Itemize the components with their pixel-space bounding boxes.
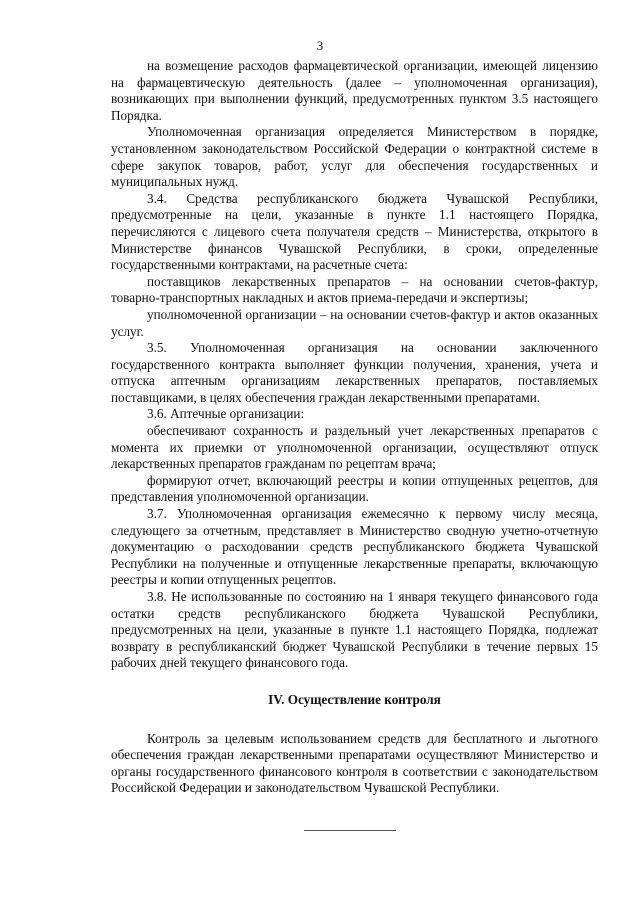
paragraph-3-5: 3.5. Уполномоченная организация на основании заключенного государственного контракта выполняет функции получения, хранения, учета и отпуска аптечным организациям лекарственных препаратов, поставляемых поставщиками, в целях обеспечения граждан лекарственными препаратами. <box>111 340 598 405</box>
paragraph-3-4: 3.4. Средства республиканского бюджета Чувашской Республики, предусмотренные на цели, указанные в пункте 1.1 настоящего Порядка, перечисляются с лицевого счета получателя средств – Министерства, открытого в Министерстве финансов Чувашской Республики, в сроки, определенные государственными контрактами, на расчетные счета: <box>111 190 598 273</box>
paragraph-3-8: 3.8. Не использованные по состоянию на 1 января текущего финансового года остатки средств республиканского бюджета Чувашской Республики, предусмотренных на цели, указанные в пункте 1.1 настоящего Порядка, подлежат возврату в республиканский бюджет Чувашской Республики в течение первых 15 рабочих дней текущего финансового года. <box>111 589 598 671</box>
paragraph-continuation: на возмещение расходов фармацевтической организации, имеющей лицензию на фармацевтическую деятельность (далее – уполномоченная организация), возникающих при выполнении функций, предусмотренных пунктом 3.5 настоящего Порядка. <box>111 58 598 123</box>
document-body <box>111 58 598 797</box>
paragraph-pharmacies-storage: обеспечивают сохранность и раздельный учет лекарственных препаратов с момента их приемки от уполномоченной организации, осуществляют отпуск лекарственных препаратов гражданам по рецептам врача; <box>111 423 598 472</box>
paragraph-authorized-org: Уполномоченная организация определяется Министерством в порядке, установленном законодательством Российской Федерации о контрактной системе в сфере закупок товаров, работ, услуг для обеспечения государственных и муниципальных нужд. <box>111 124 598 190</box>
end-separator-line <box>304 830 396 831</box>
paragraph-3-6: 3.6. Аптечные организации: <box>147 406 305 422</box>
paragraph-suppliers: поставщиков лекарственных препаратов – на основании счетов-фактур, товарно-транспортных накладных и актов приема-передачи и экспертизы; <box>111 273 598 306</box>
paragraph-authorized-services: уполномоченной организации – на основании счетов-фактур и актов оказанных услуг. <box>111 306 598 339</box>
paragraph-control: Контроль за целевым использованием средств для бесплатного и льготного обеспечения граждан лекарственными препаратами осуществляют Министерство и органы государственного финансового контроля в соответствии с законодательством Российской Федерации и законодательством Чувашской Республики. <box>111 730 598 796</box>
paragraph-pharmacies-report: формируют отчет, включающий реестры и копии отпущенных рецептов, для представления уполномоченной организации. <box>111 472 598 505</box>
paragraph-3-7: 3.7. Уполномоченная организация ежемесячно к первому числу месяца, следующего за отчетным, представляет в Министерство сводную учетно-отчетную документацию о расходовании средств республиканского бюджета Чувашской Республики на полученные и отпущенные лекарственные препараты, включающую реестры и копии отпущенных рецептов. <box>111 506 598 588</box>
section-heading: IV. Осуществление контроля <box>268 691 441 707</box>
page-number: 3 <box>316 38 324 53</box>
